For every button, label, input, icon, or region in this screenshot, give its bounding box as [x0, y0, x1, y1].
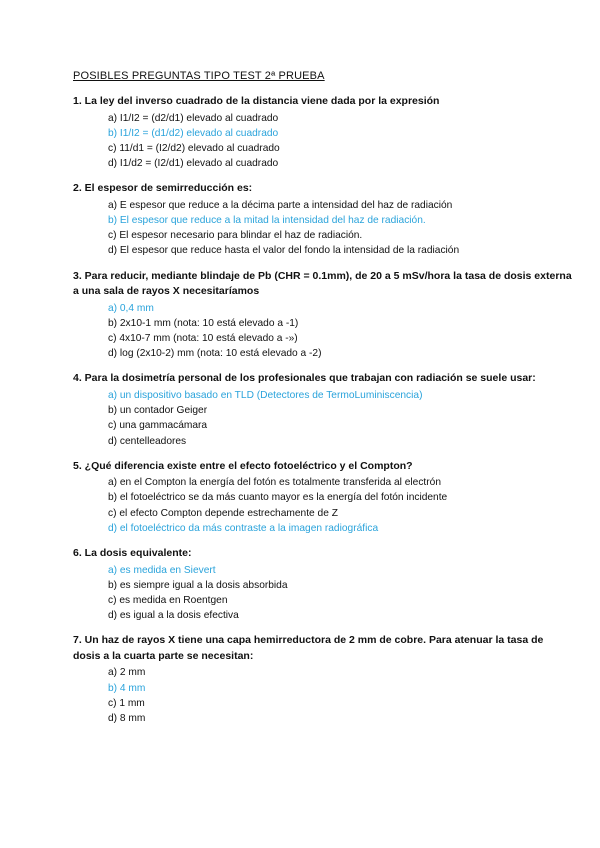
question-4: [73, 371, 573, 448]
answer-option-correct: d) el fotoeléctrico da más contraste a la imagen radiográfica: [108, 522, 379, 534]
question-text: 5. ¿Qué diferencia existe entre el efecto fotoeléctrico y el Compton?: [73, 459, 413, 472]
answer-option-correct: b) 4 mm: [108, 682, 146, 694]
answer-option: c) El espesor necesario para blindar el haz de radiación.: [108, 230, 363, 242]
answer-option-correct: b) I1/I2 = (d1/d2) elevado al cuadrado: [108, 127, 279, 139]
question-text: 3. Para reducir, mediante blindaje de Pb (CHR = 0.1mm), de 20 a 5 mSv/hora la tasa de dosis externa a una sala de rayos X necesitaríamos: [73, 269, 572, 298]
document-title: POSIBLES PREGUNTAS TIPO TEST 2ª PRUEBA: [73, 70, 325, 82]
answer-option: c) 1 mm: [108, 697, 145, 709]
answer-option: d) es igual a la dosis efectiva: [108, 610, 239, 622]
answer-option-correct: a) un dispositivo basado en TLD (Detectores de TermoLuminiscencia): [108, 389, 423, 401]
question-text: 6. La dosis equivalente:: [73, 547, 192, 560]
question-2: [73, 181, 573, 258]
answer-option: d) El espesor que reduce hasta el valor del fondo la intensidad de la radiación: [108, 245, 460, 257]
question-text: 4. Para la dosimetría personal de los profesionales que trabajan con radiación se suele usar:: [73, 372, 536, 385]
document-page: [73, 70, 573, 736]
answer-option: a) en el Compton la energía del fotón es totalmente transferida al electrón: [108, 477, 441, 489]
answer-option: c) 11/d1 = (I2/d2) elevado al cuadrado: [108, 142, 280, 154]
answer-option: d) 8 mm: [108, 712, 146, 724]
answer-option: d) I1/d2 = (I2/d1) elevado al cuadrado: [108, 158, 279, 170]
question-5: [73, 459, 573, 536]
answer-option: b) es siempre igual a la dosis absorbida: [108, 579, 288, 591]
question-text: 2. El espesor de semirreducción es:: [73, 182, 253, 195]
question-3: [73, 269, 573, 362]
answer-option: c) una gammacámara: [108, 420, 208, 432]
answer-option: d) log (2x10-2) mm (nota: 10 está elevado a -2): [108, 348, 322, 360]
question-1: [73, 94, 573, 171]
answer-option-correct: a) es medida en Sievert: [108, 564, 216, 576]
question-list: [73, 94, 573, 726]
answer-option: a) E espesor que reduce a la décima parte a intensidad del haz de radiación: [108, 199, 453, 211]
question-6: [73, 546, 573, 623]
answer-option: a) 2 mm: [108, 667, 146, 679]
answer-option: d) centelleadores: [108, 435, 187, 447]
answer-option: b) un contador Geiger: [108, 405, 208, 417]
answer-option: c) es medida en Roentgen: [108, 594, 228, 606]
answer-option-correct: b) El espesor que reduce a la mitad la intensidad del haz de radiación.: [108, 215, 426, 227]
answer-option: a) I1/I2 = (d2/d1) elevado al cuadrado: [108, 112, 279, 124]
answer-option: c) 4x10-7 mm (nota: 10 está elevado a -»): [108, 333, 298, 345]
answer-option: b) el fotoeléctrico se da más cuanto mayor es la energía del fotón incidente: [108, 492, 448, 504]
answer-option: b) 2x10-1 mm (nota: 10 está elevado a -1): [108, 317, 299, 329]
question-text: 7. Un haz de rayos X tiene una capa hemirreductora de 2 mm de cobre. Para atenuar la tasa de dosis a la cuarta parte se necesitan:: [73, 634, 544, 662]
question-text: 1. La ley del inverso cuadrado de la distancia viene dada por la expresión: [73, 95, 440, 107]
question-7: [73, 633, 573, 726]
answer-option: c) el efecto Compton depende estrechamente de Z: [108, 507, 338, 519]
answer-option-correct: a) 0,4 mm: [108, 302, 154, 314]
